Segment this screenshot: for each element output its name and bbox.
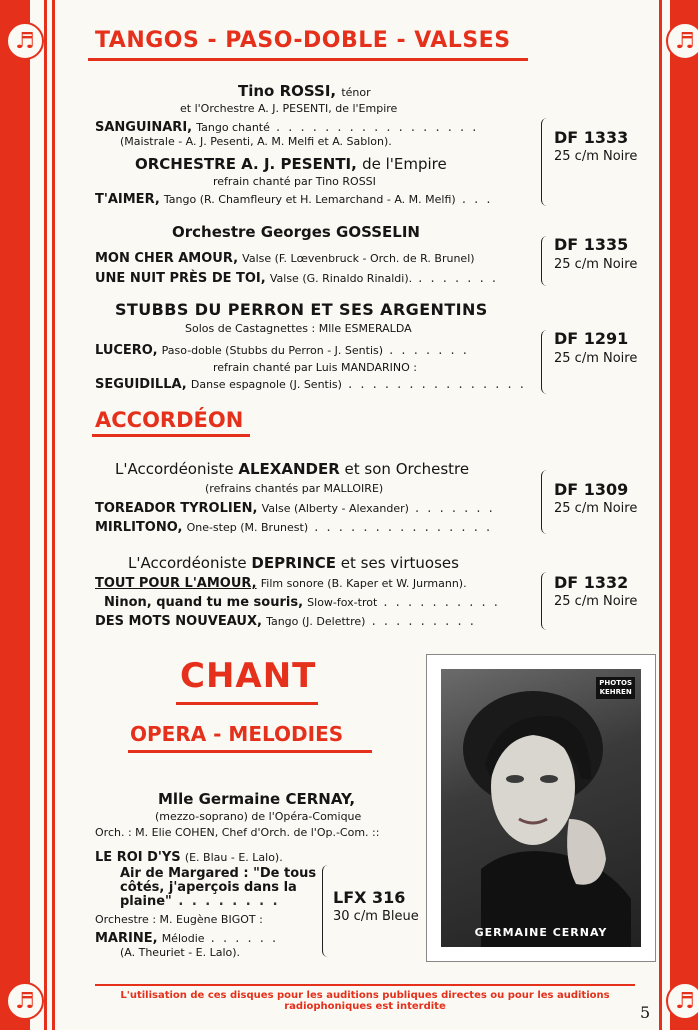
refrain-note: refrain chanté par Tino ROSSI	[213, 175, 376, 188]
left-border-band	[0, 0, 58, 1030]
section-heading: ACCORDÉON	[95, 408, 244, 432]
artist-name: Tino ROSSI, ténor	[238, 82, 371, 100]
price: 25 c/m Noire	[554, 501, 638, 516]
price: 25 c/m Noire	[554, 149, 638, 164]
track-subtitle: plaine" . . . . . . . .	[120, 894, 280, 909]
track-credits: (A. Theuriet - E. Lalo).	[120, 946, 241, 959]
brace	[541, 470, 548, 534]
catalog-number: DF 1335	[554, 235, 629, 254]
catalog-number: DF 1309	[554, 480, 629, 499]
track-item: MON CHER AMOUR, Valse (F. Lœvenbruck - Orch. de R. Brunel)	[95, 251, 475, 266]
catalog-number: LFX 316	[333, 888, 406, 907]
track-item: TOUT POUR L'AMOUR, Film sonore (B. Kaper et W. Jurmann).	[95, 576, 467, 591]
track-subtitle: Air de Margared : "De tous	[120, 866, 317, 881]
music-note-icon: ♬	[666, 22, 698, 60]
catalog-number: DF 1291	[554, 329, 629, 348]
track-item: DES MOTS NOUVEAUX, Tango (J. Delettre) . . . . . . . . .	[95, 614, 476, 629]
artist-name: Mlle Germaine CERNAY,	[158, 790, 356, 808]
track-credits: (Maistrale - A. J. Pesenti, A. M. Melfi et A. Sablon).	[120, 135, 392, 148]
solos-note: Solos de Castagnettes : Mlle ESMERALDA	[185, 322, 412, 335]
track-item: MARINE, Mélodie . . . . . .	[95, 931, 279, 946]
catalog-number: DF 1332	[554, 573, 629, 592]
refrain-note: (refrains chantés par MALLOIRE)	[205, 482, 384, 495]
photo-credit: PHOTOS KEHREN	[596, 677, 635, 699]
subheading-underline	[128, 750, 372, 753]
price: 25 c/m Noire	[554, 257, 638, 272]
footer-rule	[95, 984, 635, 986]
photo-caption: GERMAINE CERNAY	[474, 926, 608, 939]
track-item: T'AIMER, Tango (R. Chamfleury et H. Lemarchand - A. M. Melfi) . . .	[95, 192, 493, 207]
page-title: TANGOS - PASO-DOBLE - VALSES	[95, 28, 511, 53]
page-number: 5	[640, 1003, 651, 1022]
orchestra-note: Orch. : M. Elie COHEN, Chef d'Orch. de l'Op.-Com. ::	[95, 826, 380, 839]
track-item: Ninon, quand tu me souris, Slow-fox-trot . . . . . . . . . .	[104, 595, 500, 610]
price: 30 c/m Bleue	[333, 909, 419, 924]
track-item: UNE NUIT PRÈS DE TOI, Valse (G. Rinaldo Rinaldi). . . . . . . .	[95, 271, 498, 286]
brace	[541, 330, 548, 394]
artist-name: STUBBS DU PERRON ET SES ARGENTINS	[115, 300, 488, 319]
portrait-photo	[426, 654, 656, 962]
track-subtitle: côtés, j'aperçois dans la	[120, 880, 297, 895]
track-item: TOREADOR TYROLIEN, Valse (Alberty - Alexander) . . . . . . .	[95, 501, 495, 516]
price: 25 c/m Noire	[554, 594, 638, 609]
music-note-icon: ♬	[6, 22, 44, 60]
footer-notice: L'utilisation de ces disques pour les auditions publiques directes ou pour les auditions radiophoniques est interdite	[120, 990, 610, 1012]
track-item: SEGUIDILLA, Danse espagnole (J. Sentis) . . . . . . . . . . . . . . .	[95, 377, 526, 392]
track-item: SANGUINARI, Tango chanté . . . . . . . . . . . . . . . . .	[95, 120, 479, 135]
heading-underline	[92, 434, 250, 437]
artist-name: ORCHESTRE A. J. PESENTI, de l'Empire	[135, 155, 447, 173]
brace	[541, 236, 548, 286]
brace	[541, 572, 548, 630]
artist-name: L'Accordéoniste ALEXANDER et son Orchestre	[115, 460, 470, 478]
orchestra-note: Orchestre : M. Eugène BIGOT :	[95, 913, 263, 926]
artist-note: (mezzo-soprano) de l'Opéra-Comique	[155, 810, 362, 823]
music-note-icon: ♬	[6, 982, 44, 1020]
right-border-band	[658, 0, 698, 1030]
brace	[322, 865, 329, 957]
title-underline	[88, 58, 528, 61]
music-note-icon: ♬	[666, 982, 698, 1020]
price: 25 c/m Noire	[554, 351, 638, 366]
artist-name: L'Accordéoniste DEPRINCE et ses virtuoses	[128, 554, 459, 572]
section-subheading: OPERA - MELODIES	[130, 722, 344, 746]
portrait-image	[441, 669, 641, 947]
refrain-note: refrain chanté par Luis MANDARINO :	[213, 361, 417, 374]
artist-with: et l'Orchestre A. J. PESENTI, de l'Empire	[180, 102, 398, 115]
section-heading: CHANT	[180, 656, 317, 696]
brace	[541, 118, 548, 206]
heading-underline	[176, 702, 318, 705]
catalog-number: DF 1333	[554, 128, 629, 147]
track-item: MIRLITONO, One-step (M. Brunest) . . . . . . . . . . . . . . .	[95, 520, 493, 535]
track-item: LE ROI D'YS (E. Blau - E. Lalo).	[95, 850, 283, 865]
artist-name: Orchestre Georges GOSSELIN	[172, 223, 420, 241]
track-item: LUCERO, Paso-doble (Stubbs du Perron - J. Sentis) . . . . . . .	[95, 343, 469, 358]
